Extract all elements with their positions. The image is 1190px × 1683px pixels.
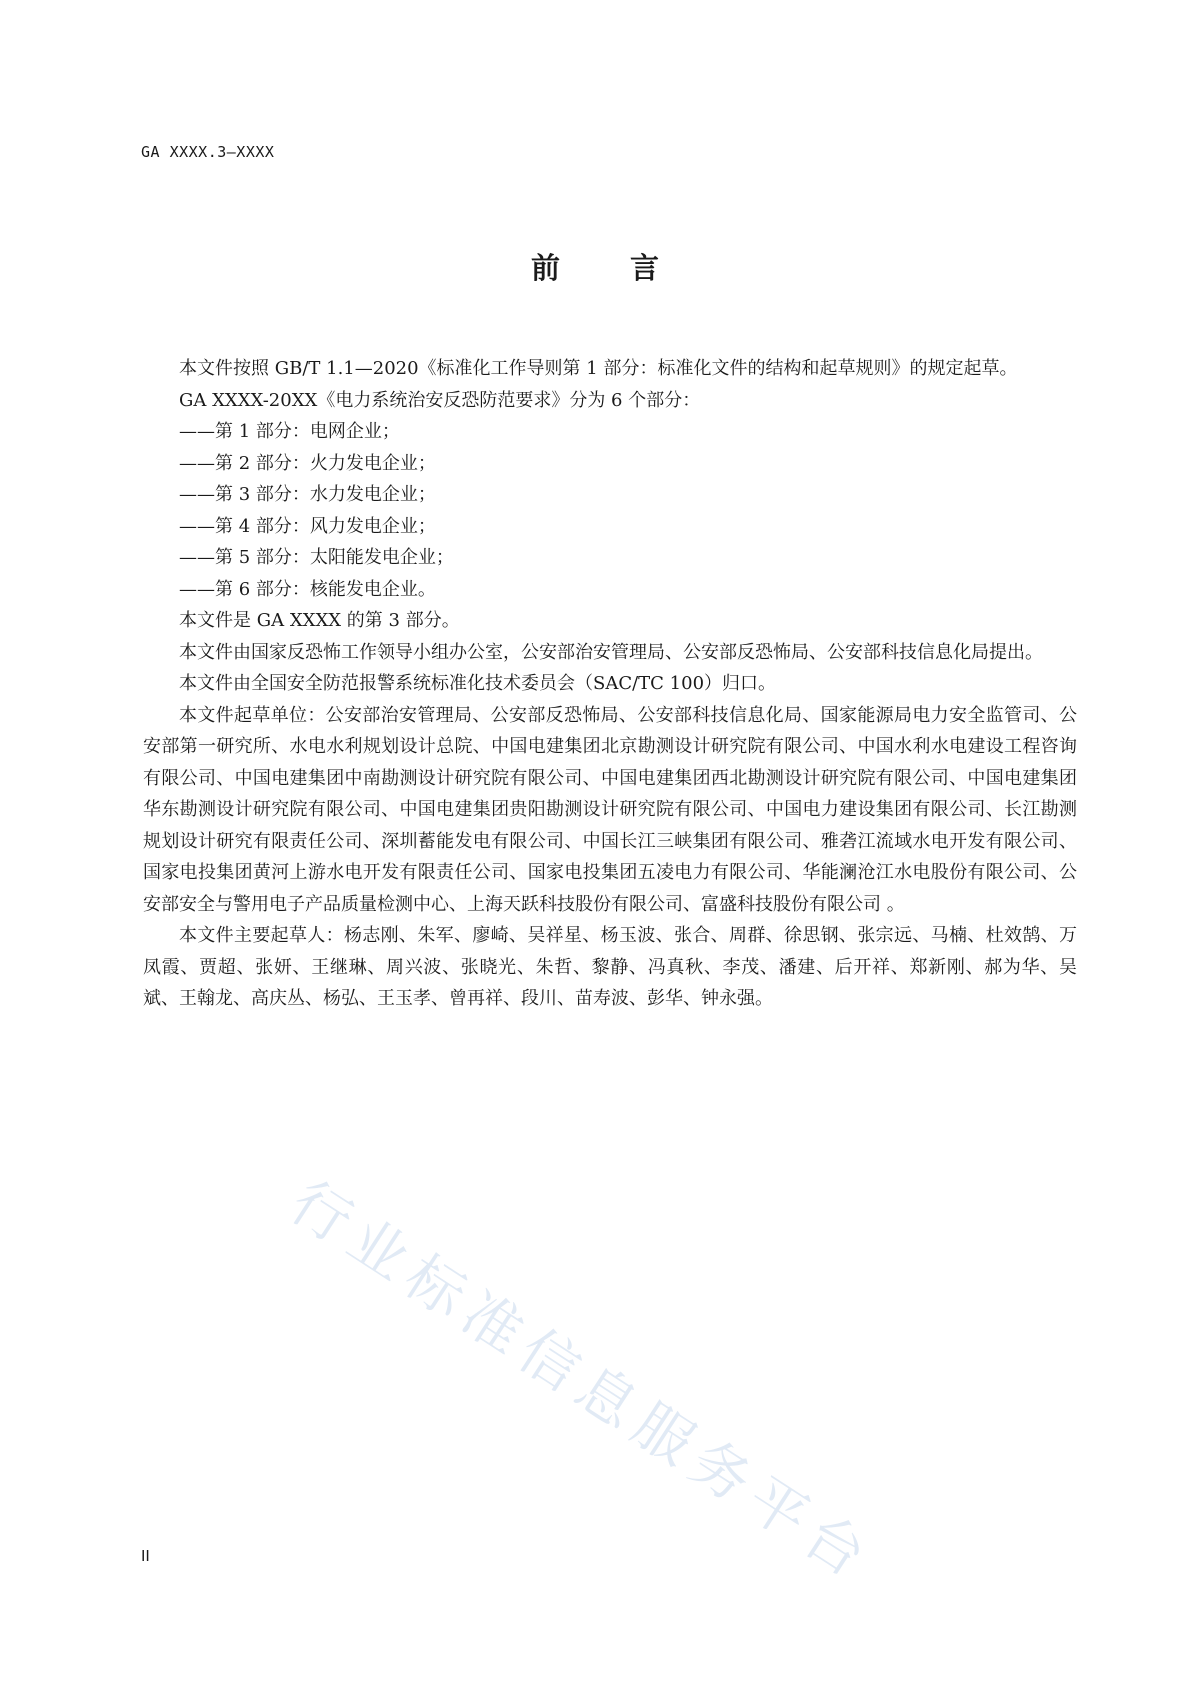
paragraph-drafting-rules: 本文件按照 GB/T 1.1—2020《标准化工作导则第 1 部分：标准化文件的结构和起草规则》的规定起草。 (179, 358, 1018, 379)
part-list-item: ——第 5 部分：太阳能发电企业； (179, 547, 454, 568)
part-list-item: ——第 1 部分：电网企业； (179, 421, 400, 442)
document-code: GA XXXX.3—XXXX (141, 143, 275, 161)
watermark: 行业标准信息服务平台 (278, 1167, 887, 1596)
paragraph-proposer: 本文件由国家反恐怖工作领导小组办公室，公安部治安管理局、公安部反恐怖局、公安部科技信息化局提出。 (179, 641, 1043, 663)
foreword-body (143, 353, 1077, 1015)
page-number: II (141, 1547, 150, 1565)
paragraph-drafting-units: 本文件起草单位：公安部治安管理局、公安部反恐怖局、公安部科技信息化局、国家能源局电力安全监管司、公安部第一研究所、水电水利规划设计总院、中国电建集团北京勘测设计研究院有限公司、中国水利水电建设工程咨询有限公司、中国电建集团中南勘测设计研究院有限公司、中国电建集团西北勘测设计研究院有限公司、中国电建集团华东勘测设计研究院有限公司、中国电建集团贵阳勘测设计研究院有限公司、中国电力建设集团有限公司、长江勘测规划设计研究有限责任公司、深圳蓄能发电有限公司、中国长江三峡集团有限公司、雅砻江流域水电开发有限公司、国家电投集团黄河上游水电开发有限责任公司、国家电投集团五凌电力有限公司、华能澜沧江水电股份有限公司、公安部安全与警用电子产品质量检测中心、上海天跃科技股份有限公司、富盛科技股份有限公司 。 (143, 704, 1077, 915)
paragraph-part-statement: 本文件是 GA XXXX 的第 3 部分。 (179, 610, 460, 631)
paragraph-committee: 本文件由全国安全防范报警系统标准化技术委员会（SAC/TC 100）归口。 (179, 673, 777, 694)
part-list-item: ——第 2 部分：火力发电企业； (179, 452, 436, 474)
part-list-item: ——第 6 部分：核能发电企业。 (179, 578, 436, 600)
page-title: 前 言 (530, 251, 690, 285)
paragraph-drafters: 本文件主要起草人：杨志刚、朱军、廖崎、吴祥星、杨玉波、张合、周群、徐思钢、张宗远、马楠、杜效鹄、万凤霞、贾超、张妍、王继琳、周兴波、张晓光、朱哲、黎静、冯真秋、李茂、潘建、后开祥、郑新刚、郝为华、吴斌、王翰龙、高庆丛、杨弘、王玉孝、曾再祥、段川、苗寿波、彭华、钟永强。 (143, 925, 1077, 1009)
part-list-item: ——第 3 部分：水力发电企业； (179, 484, 436, 505)
part-list-item: ——第 4 部分：风力发电企业； (179, 515, 436, 537)
paragraph-series-intro: GA XXXX-20XX《电力系统治安反恐防范要求》分为 6 个部分： (179, 389, 701, 411)
